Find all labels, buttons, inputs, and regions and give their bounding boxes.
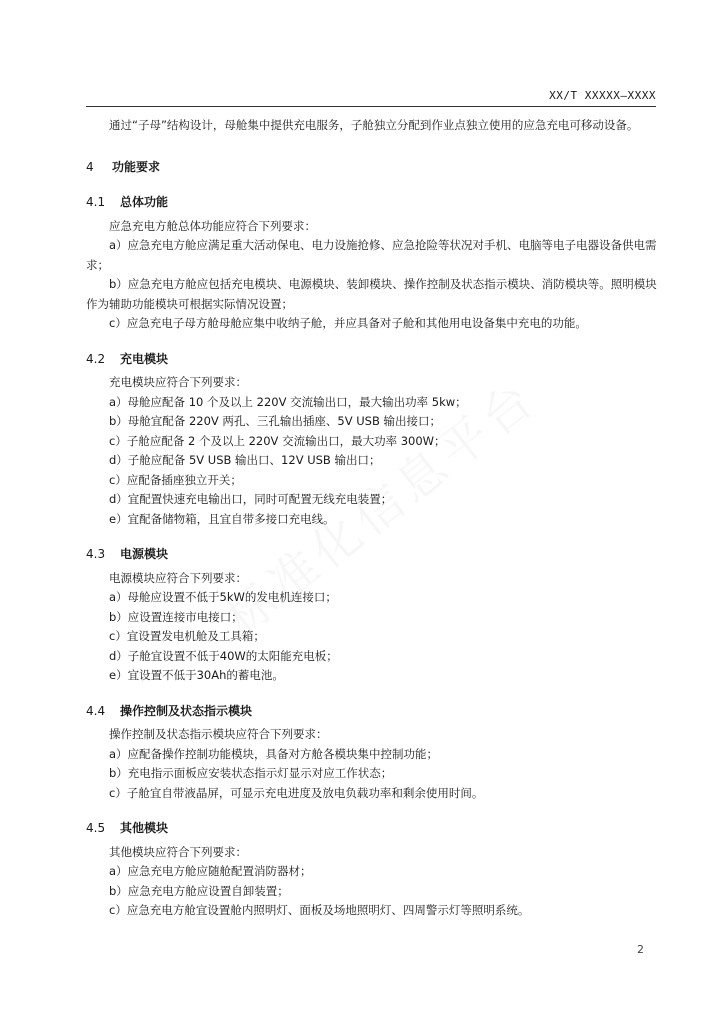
subsection-lead: 其他模块应符合下列要求：	[109, 844, 247, 859]
subsection-title: 总体功能	[120, 195, 169, 209]
subsection-number: 4.1	[86, 195, 106, 209]
subsection-title: 电源模块	[120, 547, 169, 561]
list-item: a）应急充电方舱应随舱配置消防器材；	[109, 864, 312, 878]
subsection-lead: 充电模块应符合下列要求：	[109, 375, 247, 389]
subsection-number: 4.2	[86, 351, 106, 366]
list-item: c）应急充电子母方舱母舱应集中收纳子舱，并应具备对子舱和其他用电设备集中充电的功能。	[109, 316, 587, 330]
list-item: b）母舱宜配备 220V 两孔、三孔输出插座、5V USB 输出接口；	[109, 414, 442, 428]
subsection-heading	[86, 193, 658, 213]
list-item: c）应急充电方舱宜设置舱内照明灯、面板及场地照明灯、四周警示灯等照明系统。	[109, 903, 530, 917]
page-number: 2	[637, 943, 644, 956]
section-title: 功能要求	[112, 159, 161, 174]
list-item: a）母舱应设置不低于5kW的发电机连接口；	[109, 590, 337, 604]
document-code: XX/T XXXXX—XXXX	[549, 89, 656, 102]
list-item: d）子舱宜设置不低于40W的太阳能充电板；	[109, 648, 338, 663]
subsection-title: 其他模块	[120, 821, 169, 835]
subsection-title: 充电模块	[120, 351, 169, 366]
subsection-lead: 操作控制及状态指示模块应符合下列要求：	[109, 727, 328, 741]
list-item: c）子舱应配备 2 个及以上 220V 交流输出口，最大功率 300W；	[109, 433, 446, 448]
section-number: 4	[86, 159, 94, 174]
list-item: c）子舱宜自带液晶屏，可显示充电进度及放电负载功率和剩余使用时间。	[109, 785, 484, 800]
list-item: b）应急充电方舱应设置自卸装置；	[109, 883, 289, 898]
subsection-heading	[86, 819, 658, 839]
subsection-number: 4.3	[86, 547, 106, 561]
subsection-lead: 应急充电方舱总体功能应符合下列要求：	[109, 218, 316, 233]
document-body	[86, 116, 658, 921]
list-item: e）宜设置不低于30Ah的蓄电池。	[109, 668, 284, 682]
list-item: a）母舱应配备 10 个及以上 220V 交流输出口，最大输出功率 5kw；	[109, 394, 467, 409]
header-rule	[86, 106, 656, 107]
subsection-lead: 电源模块应符合下列要求：	[109, 570, 247, 585]
subsection-heading	[86, 545, 658, 565]
subsection-heading	[86, 350, 658, 370]
list-item: d）宜配置快速充电输出口，同时可配置无线充电装置；	[109, 492, 393, 506]
section-heading	[86, 158, 658, 178]
list-item: a）应配备操作控制功能模块，具备对方舱各模块集中控制功能；	[109, 746, 439, 761]
subsection-number: 4.5	[86, 821, 106, 835]
subsection-number: 4.4	[86, 703, 106, 718]
list-item: b）应急充电方舱应包括充电模块、电源模块、装卸模块、操作控制及状态指示模块、消防模块等。照明模块作为辅助功能模块可根据实际情况设置；	[86, 277, 657, 311]
intro-paragraph: 通过“子母”结构设计，母舱集中提供充电服务，子舱独立分配到作业点独立使用的应急充电可移动设备。	[109, 118, 639, 132]
list-item: b）充电指示面板应安装状态指示灯显示对应工作状态；	[109, 766, 393, 780]
list-item: c）宜设置发电机舱及工具箱；	[109, 629, 265, 643]
list-item: a）应急充电方舱应满足重大活动保电、电力设施抢修、应急抢险等状况对手机、电脑等电子电器设备供电需求；	[86, 238, 657, 272]
list-item: e）宜配备储物箱，且宜自带多接口充电线。	[109, 511, 335, 526]
list-item: d）子舱应配备 5V USB 输出口、12V USB 输出口；	[109, 453, 381, 467]
subsection-heading	[86, 702, 658, 722]
list-item: c）应配备插座独立开关；	[109, 472, 242, 487]
subsection-title: 操作控制及状态指示模块	[120, 703, 253, 718]
list-item: b）应设置连接市电接口；	[109, 609, 243, 624]
